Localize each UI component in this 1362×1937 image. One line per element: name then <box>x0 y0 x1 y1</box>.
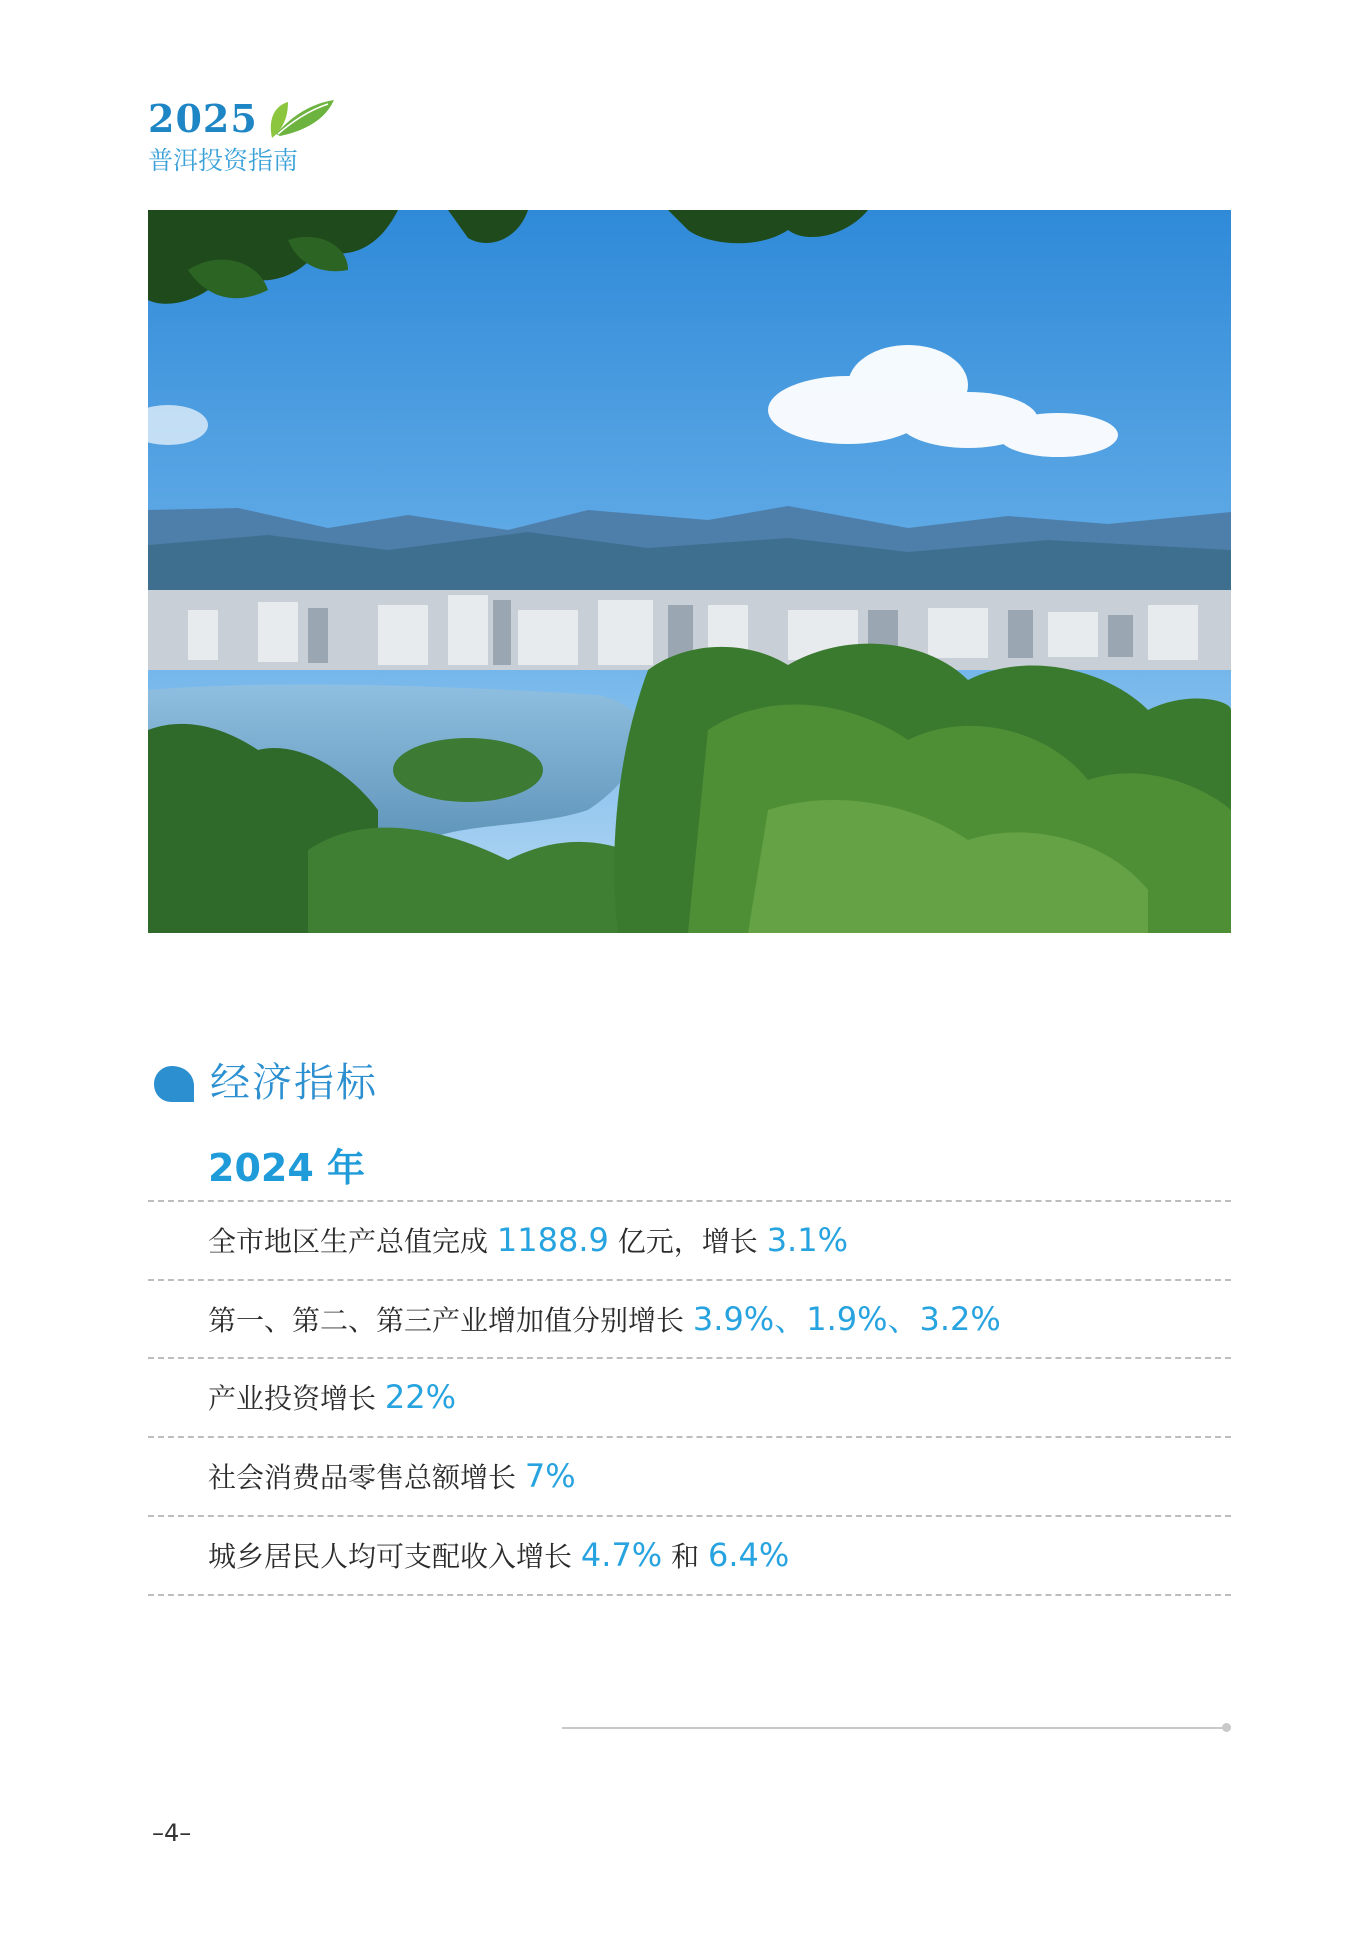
stat-text: 城乡居民人均可支配收入增长 <box>208 1540 581 1573</box>
stat-value: 1188.9 <box>496 1221 609 1259</box>
stat-gdp <box>208 1216 848 1264</box>
stat-industry-growth <box>208 1295 1001 1343</box>
divider <box>148 1357 1231 1359</box>
stat-text: 全市地区生产总值完成 <box>208 1225 497 1258</box>
stat-value: 22% <box>384 1378 457 1416</box>
divider <box>148 1594 1231 1596</box>
stat-value: 6.4% <box>708 1536 790 1574</box>
stat-text: 产业投资增长 <box>208 1382 385 1415</box>
divider <box>148 1200 1231 1202</box>
stat-retail <box>208 1452 576 1500</box>
stat-text: 和 <box>662 1540 709 1573</box>
divider <box>148 1436 1231 1438</box>
section-title: 经济指标 <box>210 1060 378 1106</box>
stat-value: 3.1% <box>766 1221 848 1259</box>
divider <box>148 1515 1231 1517</box>
logo-year: 2025 <box>148 96 258 141</box>
logo-subtitle: 普洱投资指南 <box>148 146 299 175</box>
footer-line <box>562 1727 1226 1729</box>
tea-leaf-icon <box>266 94 336 140</box>
stat-income <box>208 1531 789 1579</box>
leaf-bullet-icon <box>152 1064 196 1104</box>
city-landscape-photo <box>148 210 1231 933</box>
stat-text: 第一、第二、第三产业增加值分别增长 <box>208 1304 693 1337</box>
year-label: 2024 年 <box>208 1146 365 1190</box>
stat-investment <box>208 1373 456 1421</box>
stat-text: 亿元，增长 <box>608 1225 767 1258</box>
page-number: –4– <box>152 1819 192 1847</box>
stat-value: 4.7% <box>580 1536 663 1574</box>
stat-text: 社会消费品零售总额增长 <box>208 1461 525 1494</box>
stat-value: 3.9%、1.9%、3.2% <box>692 1300 1001 1338</box>
divider <box>148 1279 1231 1281</box>
footer-dot <box>1222 1723 1231 1732</box>
stat-value: 7% <box>524 1457 576 1495</box>
